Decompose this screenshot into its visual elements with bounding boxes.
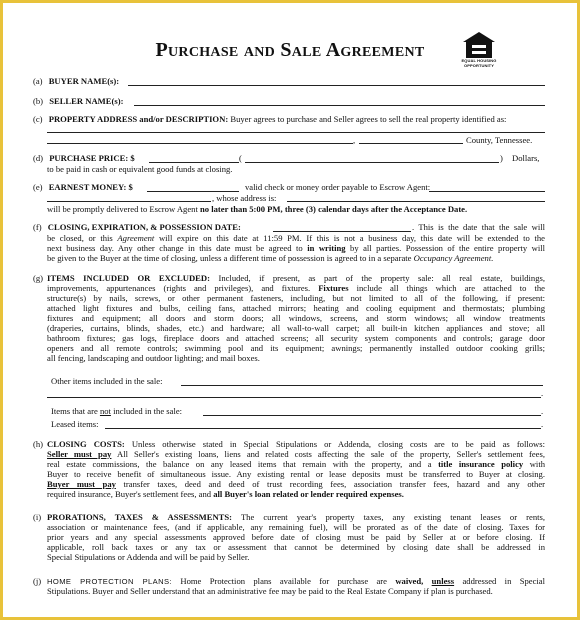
section-h-line-4: Buyer to receive benefit of simultaneous issue. Any existing rental or lease deposits must be transferred to Buyer at closing. — [47, 469, 545, 479]
section-h-line-3 — [47, 459, 545, 469]
section-g-line-1 — [47, 273, 545, 283]
buyer-name-field[interactable] — [128, 85, 545, 86]
h-l3c: with — [529, 459, 545, 469]
section-c — [33, 114, 545, 124]
not-included-b: not — [99, 406, 111, 416]
h-l3b: title insurance policy — [438, 459, 524, 469]
delivery-text: will be promptly delivered to Escrow Agent — [47, 204, 198, 214]
section-g-line-9: all fencing, landscaping and outdoor lighting; and mail boxes. — [47, 353, 260, 363]
escrow-agent-field[interactable] — [429, 191, 545, 192]
section-i-body — [47, 512, 545, 562]
period-text: . — [541, 388, 544, 398]
closing-date-text-1: . This is the date that the sale will — [412, 222, 545, 232]
paren-close — [500, 153, 510, 163]
section-j-line-1 — [47, 576, 545, 586]
f-l2a: be closed, or this — [47, 233, 113, 243]
section-i-tag — [33, 512, 41, 522]
section-tag: (d) — [33, 153, 44, 163]
closing-date-field[interactable] — [273, 231, 411, 232]
f-l3c: by all parties. Possession of the entire property will — [350, 243, 545, 253]
section-i-line-2: association or maintenance fees, (and if applicable, any remaining fuel), will be prorated as of the date of closing. Taxes for — [47, 522, 545, 532]
section-tag: (f) — [33, 222, 42, 232]
earnest-money-line-3 — [47, 204, 545, 214]
section-f-line-2 — [47, 233, 545, 243]
j-l1d: addressed in Special — [462, 576, 545, 586]
section-tag: (a) — [33, 76, 43, 86]
leased-items-field[interactable] — [105, 428, 541, 429]
section-i-line-1 — [47, 512, 545, 522]
f-l2c: will expire on this date at 11:59 PM. If this is not a business day, this date will be extended to the — [158, 233, 545, 243]
g-l2c: include all things which are attached to the — [356, 283, 545, 293]
g-l2b: Fixtures — [318, 283, 349, 293]
logo-caption — [461, 59, 497, 68]
section-tag: (j) — [33, 576, 42, 586]
f-l4a: be given to the Buyer at the time of closing, unless a different time of possession is agreed to in a separate — [47, 253, 412, 263]
earnest-money-text — [245, 182, 445, 192]
h-l6a: required insurance, Buyer's settlement fees, and — [47, 489, 212, 499]
closing-date-text — [412, 222, 545, 232]
whose-address-label: , whose address is: — [212, 193, 277, 203]
earnest-money-label: EARNEST MONEY: $ — [48, 182, 133, 192]
section-h-body — [47, 439, 545, 499]
escrow-address-field[interactable] — [287, 201, 545, 202]
paren-close-text: ) — [500, 153, 503, 163]
section-i-line-5: Special Stipulations or Addenda and will be paid by Seller. — [47, 552, 250, 562]
purchase-price-line-2 — [47, 164, 545, 174]
f-l4b: Occupancy Agreement. — [413, 253, 494, 263]
dollars-text — [512, 153, 548, 163]
f-l3b: in writing — [307, 243, 346, 253]
section-h-line-5 — [47, 479, 545, 489]
section-g-tag — [33, 273, 43, 283]
section-g-line-8: openers and all remote controls; swimming pool and its equipment; awnings; permanently installed outdoor cooking grills; — [47, 343, 545, 353]
seller-must-pay-label: Seller must pay — [47, 449, 112, 459]
leased-items-label: Leased items: — [51, 419, 99, 429]
h-l6b: all Buyer's loan related or lender required expenses. — [213, 489, 404, 499]
property-address-text: Buyer agrees to purchase and Seller agrees to sell the real property identified as: — [230, 114, 507, 124]
closing-costs-label: CLOSING COSTS: — [47, 439, 125, 449]
prorations-label: PRORATIONS, TAXES & ASSESSMENTS: — [47, 512, 233, 522]
section-g-line-2 — [47, 283, 545, 293]
not-included-text — [51, 406, 211, 416]
other-items-field-2[interactable] — [47, 397, 541, 398]
section-tag: (g) — [33, 273, 44, 283]
county-field[interactable] — [359, 143, 463, 144]
section-f-line-3 — [47, 243, 545, 253]
earnest-money-payable-text: valid check or money order payable to Escrow Agent: — [245, 182, 431, 192]
section-g-line-3: structure(s) by nails, screws, or other permanent fasteners, including, but not limited to all of the following, if present: — [47, 293, 545, 303]
not-included-c: included in the sale: — [113, 406, 183, 416]
f-l2b: Agreement — [117, 233, 155, 243]
home-protection-label: HOME PROTECTION PLANS: — [47, 577, 172, 586]
section-h-tag — [33, 439, 43, 449]
items-included-label: ITEMS INCLUDED OR EXCLUDED: — [47, 273, 210, 283]
h-l1: Unless otherwise stated in Special Stipulations or Addenda, closing costs are to be paid as follows: — [131, 439, 545, 449]
j-l1c: unless — [431, 576, 455, 586]
section-f-line-4 — [47, 253, 545, 263]
seller-name-label: SELLER NAME(s): — [49, 96, 124, 106]
section-tag: (i) — [33, 512, 42, 522]
paren-open-text: ( — [239, 153, 242, 163]
county-text — [466, 135, 546, 145]
county-label: County, Tennessee. — [466, 135, 533, 145]
purchase-price-text: to be paid in cash or equivalent good funds at closing. — [47, 164, 233, 174]
period-1 — [541, 388, 549, 398]
title-text: Purchase and Sale Agreement — [155, 39, 425, 61]
section-j-tag — [33, 576, 41, 586]
section-g-line-4: attached light fixtures and bulbs, ceiling fans, attached mirrors; heating and cooling equipment and thermostats; plumbing — [47, 303, 545, 313]
comma-text: , — [353, 135, 356, 145]
section-i-line-4: applicable, roll back taxes or any tax or assessment that cannot be determined by closing date shall be addressed in — [47, 542, 545, 552]
section-g-line-7: bathroom fixtures; gas logs, fireplace doors and attached screens; all security system components and controls; garage door — [47, 333, 545, 343]
section-f-body — [47, 233, 545, 263]
h-l2b: All Seller's existing loans, liens and related costs affecting the sale of the property, Seller's settlement fees, — [117, 449, 545, 459]
section-g-line-5: fixtures and equipment; all doors and storm doors; all windows, screens, and storm windows; all window treatments — [47, 313, 545, 323]
section-h-line-1 — [47, 439, 545, 449]
house-icon — [461, 31, 497, 59]
purchase-price-label: PURCHASE PRICE: $ — [49, 153, 135, 163]
section-j-line-2: Stipulations. Buyer and Seller understand that an administrative fee may be paid to the Real Estate Company if plan is purchased. — [47, 586, 493, 596]
dollars-label: Dollars, — [512, 153, 540, 163]
g-l1: Included, if present, as part of the property sale: all real estate, buildings, — [218, 273, 545, 283]
closing-date-label: CLOSING, EXPIRATION, & POSSESSION DATE: — [47, 222, 241, 232]
logo-caption-line-2: OPPORTUNITY — [464, 62, 494, 68]
delivery-deadline-text: no later than 5:00 PM, three (3) calendar days after the Acceptance Date. — [200, 204, 468, 214]
section-g-line-6: (draperies, curtains, blinds, shades, etc.) and hardware; all wall-to-wall carpet; all built-in kitchen appliances and stove; all — [47, 323, 545, 333]
section-h-line-6 — [47, 489, 545, 499]
section-g-body — [47, 273, 545, 363]
period-2 — [541, 406, 549, 416]
other-items-text — [51, 376, 191, 386]
not-included-field[interactable] — [203, 415, 541, 416]
j-l1a: Home Protection plans available for purchase are — [180, 576, 387, 586]
not-included-a: Items that are — [51, 406, 98, 416]
period-3 — [541, 419, 549, 429]
section-h-line-2 — [47, 449, 545, 459]
other-items-field[interactable] — [181, 385, 543, 386]
f-l3a: next business day. Any other change in this date must be agreed to — [47, 243, 303, 253]
g-l2a: improvements, appurtenances (rights and privileges), and fixtures. — [47, 283, 311, 293]
h-l5b: transfer taxes, deed and deed of trust recording fees, association transfer fees, hazard and any other — [123, 479, 545, 489]
other-items-label: Other items included in the sale: — [51, 376, 163, 386]
equal-housing-logo — [461, 31, 497, 68]
earnest-money-field[interactable] — [147, 191, 239, 192]
i-l1: The current year's property taxes, any existing tenant leases or rents, — [240, 512, 545, 522]
section-tag: (b) — [33, 96, 44, 106]
property-address-label: PROPERTY ADDRESS and/or DESCRIPTION: — [48, 114, 229, 124]
section-tag: (e) — [33, 182, 43, 192]
logo-caption-line-1: EQUAL HOUSING — [461, 58, 497, 63]
period-text: . — [541, 406, 544, 416]
j-l1b: waived, — [395, 576, 424, 586]
purchase-price-field[interactable] — [149, 162, 239, 163]
section-tag: (c) — [33, 114, 43, 124]
buyer-must-pay-label: Buyer must pay — [47, 479, 116, 489]
buyer-name-label: BUYER NAME(s): — [48, 76, 120, 86]
section-i-line-3: prior years and any special assessments approved before date of closing must be paid by Seller at or before closing. If — [47, 532, 545, 542]
section-tag: (h) — [33, 439, 44, 449]
property-address-field-2[interactable] — [47, 143, 353, 144]
escrow-agent-field-2[interactable] — [47, 201, 211, 202]
h-l3a: real estate commissions, the balance on any leased items that remain with the property, and a — [47, 459, 432, 469]
purchase-price-words-field[interactable] — [245, 162, 499, 163]
seller-name-field[interactable] — [134, 105, 545, 106]
period-text: . — [541, 419, 544, 429]
section-j-body — [47, 576, 545, 596]
property-address-field[interactable] — [47, 132, 545, 133]
